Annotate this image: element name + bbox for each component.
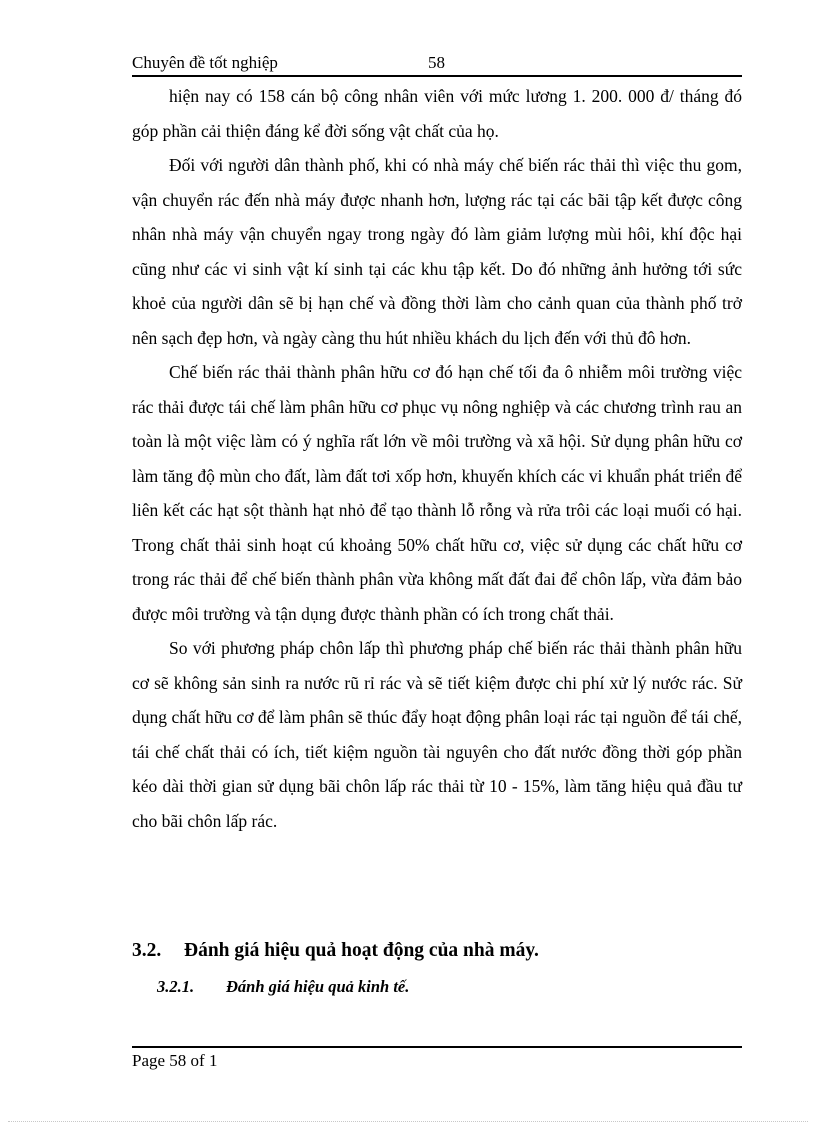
section-number: 3.2. bbox=[132, 940, 162, 961]
header-title: Chuyên đề tốt nghiệp bbox=[132, 53, 278, 72]
subsection-title: Đánh giá hiệu quả kinh tế. bbox=[226, 977, 410, 996]
paragraph-1: hiện nay có 158 cán bộ công nhân viên với mức lương 1. 200. 000 đ/ tháng đó góp phần cải thiện đáng kể đời sống vật chất của họ. bbox=[132, 86, 742, 141]
subsection-number: 3.2.1. bbox=[157, 977, 195, 996]
subsection-heading bbox=[157, 975, 409, 999]
page-bottom-border bbox=[8, 1121, 808, 1122]
page-header bbox=[132, 52, 742, 74]
header-divider bbox=[132, 75, 742, 77]
header-page-number: 58 bbox=[428, 53, 445, 72]
section-heading bbox=[132, 937, 539, 965]
paragraph-2: Đối với người dân thành phố, khi có nhà máy chế biến rác thải thì việc thu gom, vận chuyển rác đến nhà máy được nhanh hơn, lượng rác tại các bãi tập kết được công nhân nhà máy vận chuyển ngay trong ngày đó làm giảm lượng mùi hôi, khí độc hại cũng như các vi sinh vật kí sinh tại các khu tập kết. Do đó những ảnh hưởng tới sức khoẻ của người dân sẽ bị hạn chế và đồng thời làm cho cảnh quan của thành phố trở nên sạch đẹp hơn, và ngày càng thu hút nhiều khách du lịch đến với thủ đô hơn. bbox=[132, 155, 742, 348]
paragraph-3: Chế biến rác thải thành phân hữu cơ đó hạn chế tối đa ô nhiễm môi trường việc rác thải được tái chế làm phân hữu cơ phục vụ nông nghiệp và các chương trình rau an toàn là một việc làm có ý nghĩa rất lớn về môi trường và xã hội. Sử dụng phân hữu cơ làm tăng độ mùn cho đất, làm đất tơi xốp hơn, khuyến khích các vi khuẩn phát triển để liên kết các hạt sột thành hạt nhỏ để tạo thành lỗ rỗng và rửa trôi các loại muối có hại. Trong chất thải sinh hoạt cú khoảng 50% chất hữu cơ, việc sử dụng các chất hữu cơ trong rác thải để chế biến thành phân vừa không mất đất đai để chôn lấp, vừa đảm bảo được môi trường và tận dụng được thành phần có ích trong chất thải. bbox=[132, 362, 742, 624]
document-body bbox=[132, 79, 742, 838]
section-title: Đánh giá hiệu quả hoạt động của nhà máy. bbox=[184, 940, 539, 961]
paragraph-4: So với phương pháp chôn lấp thì phương pháp chế biến rác thải thành phân hữu cơ sẽ không sản sinh ra nước rũ rỉ rác và sẽ tiết kiệm được chi phí xử lý nước rác. Sử dụng chất hữu cơ để làm phân sẽ thúc đẩy hoạt động phân loại rác tại nguồn để tái chế, tái chế chất thải có ích, tiết kiệm nguồn tài nguyên cho đất nước đồng thời góp phần kéo dài thời gian sử dụng bãi chôn lấp rác thải từ 10 - 15%, làm tăng hiệu quả đầu tư cho bãi chôn lấp rác. bbox=[132, 638, 742, 831]
footer-divider bbox=[132, 1046, 742, 1048]
page-footer: Page 58 of 1 bbox=[132, 1051, 218, 1070]
